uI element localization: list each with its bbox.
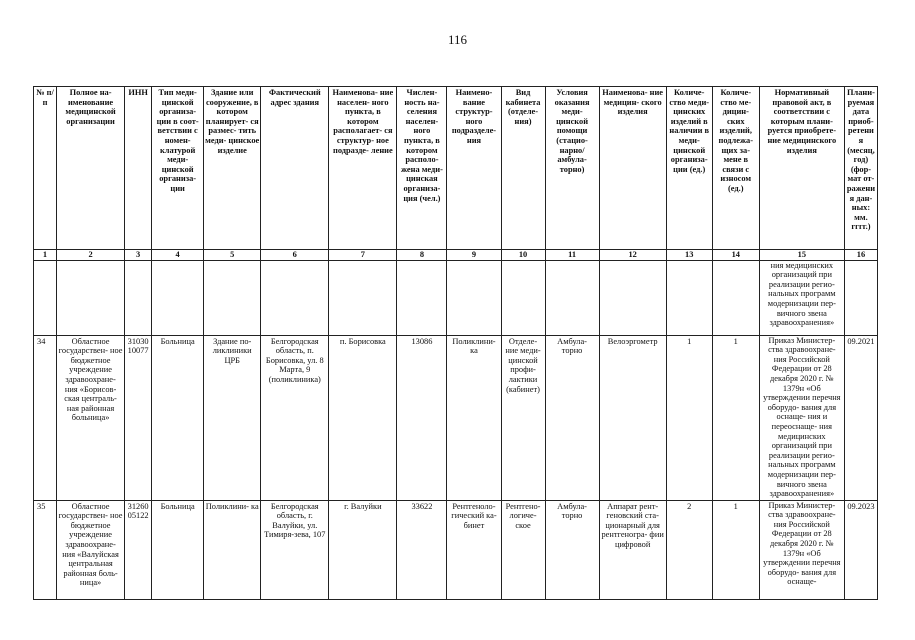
address: Белгородская область, п. Борисовка, ул. 8 Марта, 9 (поликлиника) (261, 335, 329, 500)
table-cell (261, 260, 329, 335)
cabinet-type: Рентгено- логиче- ское (501, 500, 545, 599)
row-number: 34 (34, 335, 57, 500)
table-row (34, 335, 878, 500)
organization-type: Больница (152, 335, 204, 500)
row-number: 35 (34, 500, 57, 599)
column-number: 6 (261, 250, 329, 261)
table-cell (666, 260, 712, 335)
header-cell: Условия оказания меди- цинской помощи (стацио- нарно/ амбула- торно) (545, 87, 599, 250)
division: Поликлини- ка (447, 335, 501, 500)
column-number: 2 (57, 250, 125, 261)
column-number: 8 (397, 250, 447, 261)
column-number: 10 (501, 250, 545, 261)
header-cell: Плани- руемая дата приоб- ретения (месяц, год) (фор- мат от- ражения дан- ных: мм. гггг.) (844, 87, 877, 250)
header-cell: № п/п (34, 87, 57, 250)
table-cell (397, 260, 447, 335)
header-row (34, 87, 878, 250)
header-cell: Полное на-именование медицинской организации (57, 87, 125, 250)
header-cell: ИНН (125, 87, 152, 250)
column-number: 11 (545, 250, 599, 261)
care-conditions: Амбула- торно (545, 335, 599, 500)
table-cell (152, 260, 204, 335)
table-cell (204, 260, 261, 335)
header-cell: Вид кабинета (отделе- ния) (501, 87, 545, 250)
table-cell (844, 260, 877, 335)
header-cell: Количе- ство ме- дицин- ских изделий, подлежа- щих за- мене в связи с износом (ед.) (712, 87, 759, 250)
device-name: Аппарат рент- геновский ста- ционарный для рентгеногра- фии цифровой (599, 500, 666, 599)
column-number: 3 (125, 250, 152, 261)
device-name: Велоэргометр (599, 335, 666, 500)
column-number: 7 (329, 250, 397, 261)
column-number: 15 (759, 250, 844, 261)
page-number: 116 (447, 32, 468, 47)
column-number: 1 (34, 250, 57, 261)
table-cell (712, 260, 759, 335)
table-cell: ния медицинских организаций при реализации регио- нальных программ модернизации пер- вичного звена здравоохранения» (759, 260, 844, 335)
care-conditions: Амбула- торно (545, 500, 599, 599)
quantity-available: 1 (666, 335, 712, 500)
inn: 31030 10077 (125, 335, 152, 500)
population: 33622 (397, 500, 447, 599)
header-cell: Наименова- ние медицин- ского изделия (599, 87, 666, 250)
header-cell: Здание или сооружение, в котором планирует- ся размес- тить меди- цинское изделие (204, 87, 261, 250)
equipment-table (33, 86, 878, 600)
legal-act: Приказ Министер- ства здравоохране- ния Российской Федерации от 28 декабря 2020 г. № 1379н «Об утверждении перечня оборудо- вания для оснаще- (759, 500, 844, 599)
header-cell: Тип меди- цинской организа- ции в соот- ветствии с номен- клатурой меди- цинской организа- ции (152, 87, 204, 250)
header-cell: Числен- ность на- селения населен- ного пункта, в котором располо- жена меди- цинская организа- ция (чел.) (397, 87, 447, 250)
settlement: г. Валуйки (329, 500, 397, 599)
quantity-available: 2 (666, 500, 712, 599)
division: Рентгеноло- гический ка- бинет (447, 500, 501, 599)
table-cell (599, 260, 666, 335)
table-cell (501, 260, 545, 335)
column-number: 16 (844, 250, 877, 261)
planned-date: 09.2021 (844, 335, 877, 500)
table-cell (329, 260, 397, 335)
header-cell: Количе- ство меди- цинских изделий в наличии в меди- цинской организа- ции (ед.) (666, 87, 712, 250)
column-number: 14 (712, 250, 759, 261)
cabinet-type: Отделе- ние меди- цинской профи- лактики (кабинет) (501, 335, 545, 500)
column-number: 13 (666, 250, 712, 261)
planned-date: 09.2023 (844, 500, 877, 599)
header-cell: Нормативный правовой акт, в соответствии с которым плани- руется приобрете- ние медицинского изделия (759, 87, 844, 250)
header-cell: Наименова- ние населен- ного пункта, в котором располагает- ся структур- ное подразде- ление (329, 87, 397, 250)
column-number: 4 (152, 250, 204, 261)
table-cell (545, 260, 599, 335)
quantity-replace: 1 (712, 500, 759, 599)
column-number: 12 (599, 250, 666, 261)
population: 13086 (397, 335, 447, 500)
table-cell (57, 260, 125, 335)
column-number: 5 (204, 250, 261, 261)
column-number: 9 (447, 250, 501, 261)
header-cell: Фактический адрес здания (261, 87, 329, 250)
inn: 31260 05122 (125, 500, 152, 599)
organization-name: Областное государствен- ное бюджетное учреждение здравоохране- ния «Валуйская центральная районная боль- ница» (57, 500, 125, 599)
building: Здание по- ликлиники ЦРБ (204, 335, 261, 500)
column-number-row (34, 250, 878, 261)
organization-name: Областное государствен- ное бюджетное учреждение здравоохране- ния «Борисов- ская централь- ная районная больница» (57, 335, 125, 500)
header-cell: Наимено- вание структур- ного подразделе- ния (447, 87, 501, 250)
table-cell (34, 260, 57, 335)
legal-act: Приказ Министер- ства здравоохране- ния Российской Федерации от 28 декабря 2020 г. № 1379н «Об утверждении перечня оборудо- вания для оснаще- ния и переоснаще- ния медицинских организаций при реализации регио- нальных программ модернизации пер- вичного звена здравоохранения» (759, 335, 844, 500)
table-cell (447, 260, 501, 335)
continuation-row (34, 260, 878, 335)
settlement: п. Борисовка (329, 335, 397, 500)
building: Поликлини- ка (204, 500, 261, 599)
organization-type: Больница (152, 500, 204, 599)
table-cell (125, 260, 152, 335)
quantity-replace: 1 (712, 335, 759, 500)
address: Белгородская область, г. Валуйки, ул. Тимиря-зева, 107 (261, 500, 329, 599)
table-row (34, 500, 878, 599)
